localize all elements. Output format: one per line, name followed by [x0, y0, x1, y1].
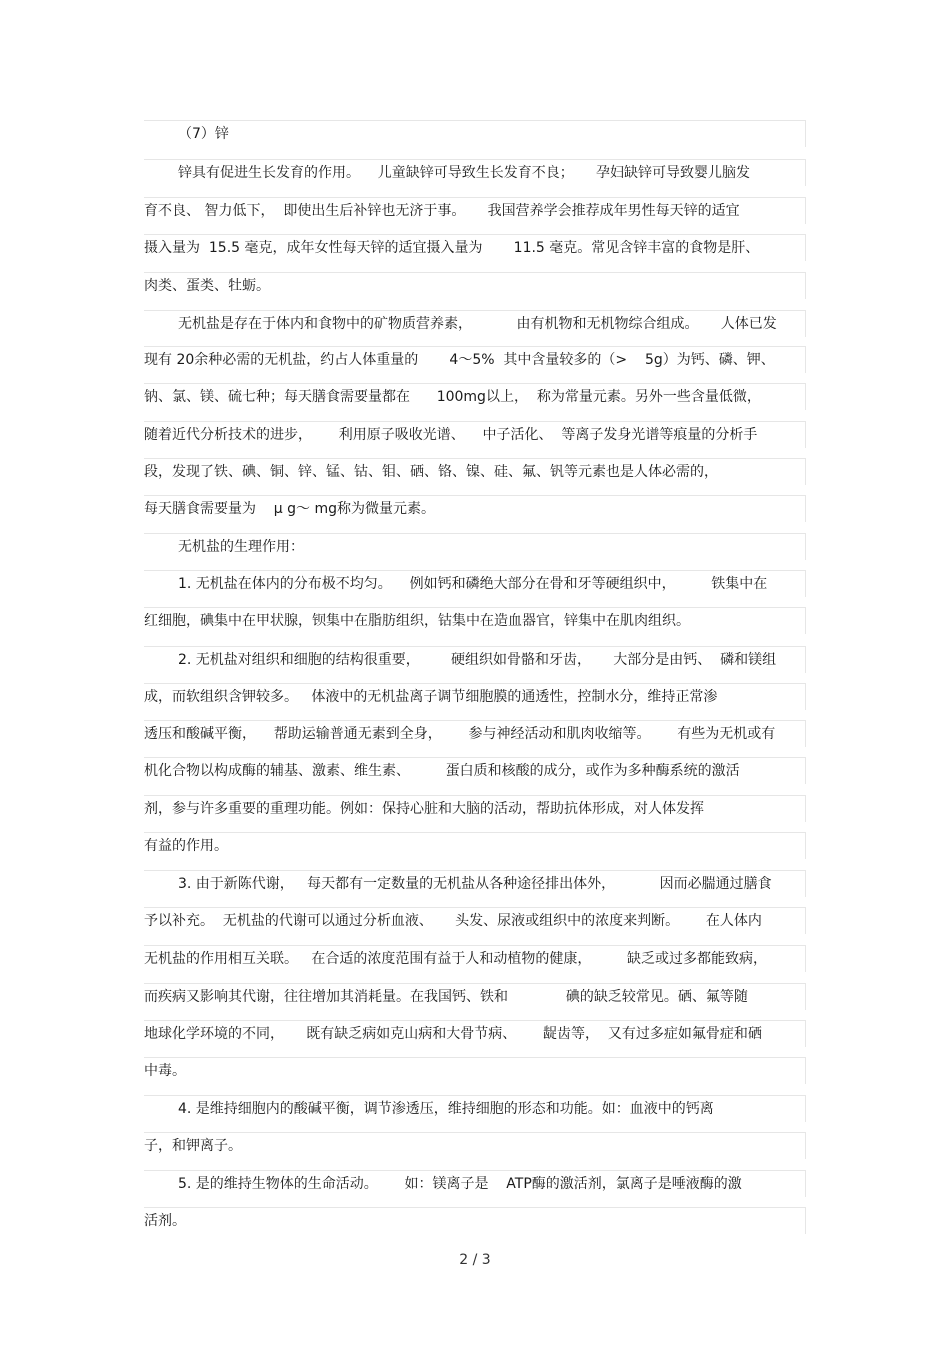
- text-line: 机化合物以构成酶的辅基、激素、维生素、 蛋白质和核酸的成分，或作为多种酶系统的激活: [144, 757, 806, 784]
- text-line: 成，而软组织含钾较多。 体液中的无机盐离子调节细胞膜的通透性，控制水分，维持正常渗: [144, 683, 806, 710]
- text-line: 无机盐是存在于体内和食物中的矿物质营养素， 由有机物和无机物综合组成。 人体已发: [144, 310, 806, 337]
- text-line: 无机盐的生理作用：: [144, 533, 806, 560]
- text-line: 有益的作用。: [144, 832, 806, 859]
- text-line: 随着近代分析技术的进步， 利用原子吸收光谱、 中子活化、 等离子发身光谱等痕量的分析手: [144, 421, 806, 448]
- text-line: 透压和酸碱平衡， 帮助运输普通无素到全身， 参与神经活动和肌肉收缩等。 有些为无机或有: [144, 720, 806, 747]
- text-line: 地球化学环境的不同， 既有缺乏病如克山病和大骨节病、 龊齿等， 又有过多症如氟骨症和硒: [144, 1020, 806, 1047]
- text-line: （7）锌: [144, 120, 806, 147]
- text-line: 5. 是的维持生物体的生命活动。 如：镁离子是 ATP酶的激活剂，氯离子是唾液酶的激: [144, 1170, 806, 1197]
- text-line: 锌具有促进生长发育的作用。 儿童缺锌可导致生长发育不良； 孕妇缺锌可导致婴儿脑发: [144, 159, 806, 186]
- text-line: 段，发现了铁、碘、铜、锌、锰、钴、钼、硒、铬、镍、硅、氟、钒等元素也是人体必需的，: [144, 458, 806, 485]
- text-line: 3. 由于新陈代谢， 每天都有一定数量的无机盐从各种途径排出体外， 因而必腨通过膳食: [144, 870, 806, 897]
- text-line: 中毒。: [144, 1057, 806, 1084]
- text-line: 活剂。: [144, 1207, 806, 1234]
- text-line: 肉类、蛋类、牡蛎。: [144, 272, 806, 299]
- text-line: 红细胞，碘集中在甲状腺，钡集中在脂肪组织，钴集中在造血器官，锌集中在肌肉组织。: [144, 607, 806, 634]
- text-line: 现有 20余种必需的无机盐，约占人体重量的 4～5% 其中含量较多的（> 5g）为钙、磷、钾、: [144, 346, 806, 373]
- text-line: 而疾病又影响其代谢，往往增加其消耗量。在我国钙、铁和 碘的缺乏较常见。硒、氟等随: [144, 983, 806, 1010]
- text-line: 钠、氯、镁、硫七种；每天膳食需要量都在 100mg以上， 称为常量元素。另外一些含量低微，: [144, 383, 806, 410]
- text-line: 育不良、 智力低下， 即使出生后补锌也无济于事。 我国营养学会推荐成年男性每天锌的适宜: [144, 197, 806, 224]
- page-number: 2 / 3: [459, 1252, 491, 1268]
- text-line: 每天膳食需要量为 μ g～ mg称为微量元素。: [144, 495, 806, 522]
- text-line: 4. 是维持细胞内的酸碱平衡，调节渗透压，维持细胞的形态和功能。如：血液中的钙离: [144, 1095, 806, 1122]
- text-line: 无机盐的作用相互关联。 在合适的浓度范围有益于人和动植物的健康， 缺乏或过多都能致病，: [144, 945, 806, 972]
- text-line: 子，和钾离子。: [144, 1132, 806, 1159]
- text-line: 予以补充。 无机盐的代谢可以通过分析血液、 头发、尿液或组织中的浓度来判断。 在人体内: [144, 907, 806, 934]
- text-line: 2. 无机盐对组织和细胞的结构很重要， 硬组织如骨骼和牙齿， 大部分是由钙、 磷和镁组: [144, 646, 806, 673]
- text-line: 摄入量为 15.5 毫克，成年女性每天锌的适宜摄入量为 11.5 毫克。常见含锌丰富的食物是肝、: [144, 234, 806, 261]
- text-line: 剂，参与许多重要的重理功能。例如：保持心脏和大脑的活动，帮助抗体形成，对人体发挥: [144, 795, 806, 822]
- text-line: 1. 无机盐在体内的分布极不均匀。 例如钙和磷绝大部分在骨和牙等硬组织中， 铁集中在: [144, 570, 806, 597]
